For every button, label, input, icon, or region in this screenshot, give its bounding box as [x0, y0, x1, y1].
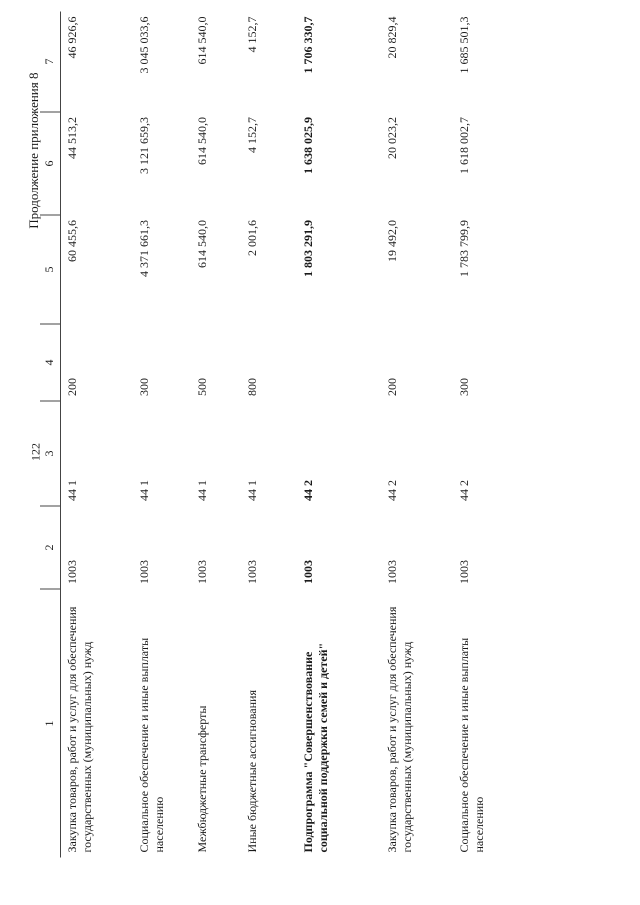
expense-type-code: 800 [244, 377, 259, 396]
program-code: 44 2 [300, 479, 315, 501]
row-name: Социальное обеспечение и иные выплаты населению [136, 637, 166, 852]
program-code: 44 1 [194, 479, 209, 501]
program-code: 44 1 [65, 479, 79, 501]
row-name: Социальное обеспечение и иные выплаты населению [456, 637, 486, 852]
page-number: 122 [28, 443, 43, 461]
section-code: 1003 [136, 559, 151, 584]
appendix-caption: Продолжение приложения 8 [26, 72, 41, 229]
expense-type-code: 200 [65, 377, 79, 396]
amount-col5: 1 783 799,9 [456, 219, 471, 277]
table-row [241, 11, 297, 857]
col-header: 7 [40, 11, 61, 112]
expense-type-code: 200 [384, 377, 399, 396]
amount-col7: 4 152,7 [244, 16, 259, 52]
section-code: 1003 [456, 559, 471, 584]
amount-col5: 2 001,6 [244, 219, 259, 256]
program-code: 44 2 [456, 479, 471, 501]
row-name: Закупка товаров, работ и услуг для обеспечения государственных (муниципальных) нужд [65, 606, 94, 852]
section-code: 1003 [194, 559, 209, 584]
amount-col6: 4 152,7 [244, 116, 259, 153]
col-header: 6 [40, 112, 61, 215]
table-row [453, 11, 513, 857]
col-header: 2 [40, 506, 61, 589]
amount-col6: 614 540,0 [194, 116, 209, 165]
col-header: 4 [40, 324, 61, 401]
col-header: 3 [40, 401, 61, 506]
table-row [61, 11, 133, 857]
table-row [381, 11, 453, 857]
col-header: 5 [40, 215, 61, 324]
row-name: Иные бюджетные ассигнования [244, 689, 259, 852]
expense-type-code: 300 [456, 377, 471, 396]
amount-col5: 4 371 661,3 [136, 219, 151, 277]
header-row [40, 11, 61, 857]
budget-table [40, 11, 513, 857]
expense-type-code: 500 [194, 377, 209, 396]
expense-type-code: 300 [136, 377, 151, 396]
table-row [133, 11, 191, 857]
amount-col6: 20 023,2 [384, 116, 399, 159]
amount-col5: 60 455,6 [65, 219, 79, 262]
amount-col6: 44 513,2 [65, 116, 79, 159]
amount-col5: 19 492,0 [384, 219, 399, 262]
amount-col7: 614 540,0 [194, 16, 209, 64]
amount-col5: 1 803 291,9 [300, 219, 315, 277]
row-name: Подпрограмма "Совершенствование социальной поддержки семей и детей" [300, 642, 330, 852]
section-code: 1003 [65, 559, 79, 584]
section-code: 1003 [300, 559, 315, 584]
amount-col6: 3 121 659,3 [136, 116, 151, 174]
amount-col7: 46 926,6 [65, 16, 79, 58]
amount-col5: 614 540,0 [194, 219, 209, 268]
amount-col6: 1 618 002,7 [456, 116, 471, 174]
section-code: 1003 [244, 559, 259, 584]
program-code: 44 1 [136, 479, 151, 501]
section-code: 1003 [384, 559, 399, 584]
amount-col7: 3 045 033,6 [136, 16, 151, 73]
col-header: 1 [40, 589, 61, 858]
expense-type-code [297, 324, 381, 401]
amount-col7: 20 829,4 [384, 16, 399, 58]
row-name: Закупка товаров, работ и услуг для обеспечения государственных (муниципальных) нужд [384, 606, 414, 852]
program-code: 44 2 [384, 479, 399, 501]
program-code: 44 1 [244, 479, 259, 501]
amount-col6: 1 638 025,9 [300, 116, 315, 174]
amount-col7: 1 685 501,3 [456, 16, 471, 73]
amount-col7: 1 706 330,7 [300, 16, 315, 73]
table-row [191, 11, 241, 857]
row-name: Межбюджетные трансферты [194, 705, 209, 852]
subprogram-row [297, 11, 381, 857]
